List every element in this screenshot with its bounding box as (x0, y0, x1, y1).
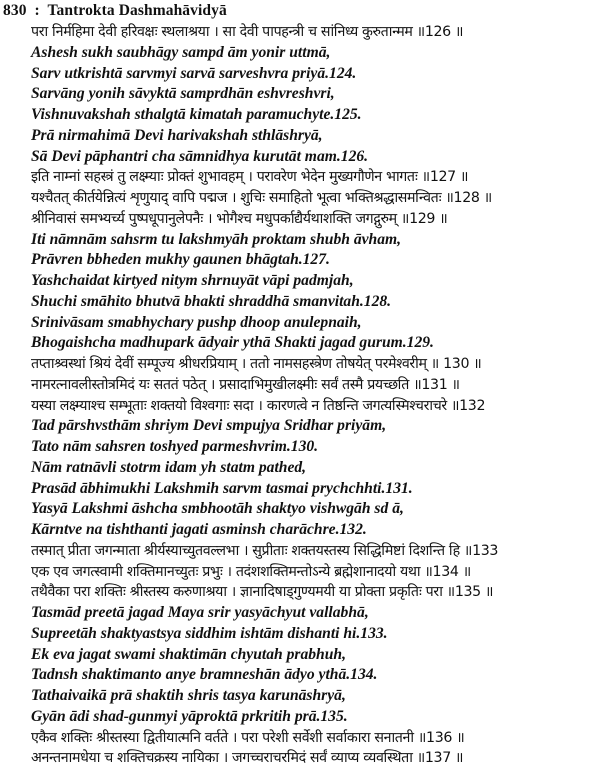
sanskrit-verse-line: नामरत्नावलीस्तोत्रमिदं यः सततं पठेत् । प्रसादाभिमुखीलक्ष्मीः सर्वं तस्मै प्रयच्छति ॥131 ॥ (31, 376, 460, 393)
transliteration-line: Tato nām sahsren toshyed parmeshvrim.130. (31, 438, 319, 455)
transliteration-line: Sā Devi pāphantri cha sāmnidhya kurutāt mam.126. (31, 147, 369, 165)
transliteration-line: Shuchi smāhito bhutvā bhakti shraddhā smanvitah.128. (31, 292, 392, 310)
sanskrit-verse-line: तप्ताश्र्वस्थां श्रियं देवीं सम्पूज्य श्रीधरप्रियाम् । ततो नामसहस्त्रेण तोषयेत् परमेश्वरीम् ॥ 130 ॥ (31, 356, 482, 372)
transliteration-line: Yasyā Lakshmi āshcha smbhootāh shaktyo vishwgāh sd ā, (31, 500, 404, 518)
sanskrit-verse-line: एक एव जगत्स्वामी शक्तिमानच्युतः प्रभुः । तदंशशक्तिमन्तोऽन्ये ब्रह्मेशानादयो यथा ॥134 ॥ (31, 563, 471, 580)
sanskrit-verse-line: इति नाम्नां सहस्त्रं तु लक्ष्म्याः प्रोक्तं शुभावहम् । परावरेण भेदेन मुख्यगौणेन भागतः ॥127 ॥ (31, 169, 469, 186)
transliteration-line: Prā nirmahimā Devi harivakshah sthlāshryā, (31, 126, 323, 144)
transliteration-line: Ek eva jagat swami shaktimān chyutah prabhuh, (31, 645, 346, 663)
sanskrit-verse-line: एकैव शक्तिः श्रीस्तस्या द्वितीयात्मनि वर्तते । परा परेशी सर्वेशी सर्वाकारा सनातनी ॥136 ॥ (31, 729, 465, 746)
transliteration-line: Kārntve na tishthanti jagati asminsh charāchre.132. (31, 521, 367, 538)
transliteration-line: Vishnuvakshah sthalgtā kimatah paramuchyte.125. (31, 106, 362, 123)
transliteration-line: Gyān ādi shad-gunmyi yāproktā prkritih prā.135. (31, 707, 348, 725)
transliteration-line: Supreetāh shaktyastsya siddhim ishtām dishanti hi.133. (31, 624, 388, 642)
transliteration-line: Yashchaidat kirtyed nitym shrnuyāt vāpi padmjah, (31, 272, 354, 289)
transliteration-line: Tad pārshvsthām shriym Devi smpujya Sridhar priyām, (31, 417, 387, 435)
transliteration-line: Prāvren bbheden mukhy gaunen bhāgtah.127. (31, 251, 330, 269)
transliteration-line: Tathaivaikā prā shaktih shris tasya karunāshryā, (31, 687, 346, 704)
transliteration-line: Iti nāmnām sahsrm tu lakshmyāh proktam shubh āvham, (31, 230, 402, 248)
sanskrit-verse-line: यस्या लक्ष्म्याश्च सम्भूताः शक्तयो विश्वगाः सदा । कारणत्वे न तिष्ठन्ति जगत्यस्मिश्चराचरे ॥132 (31, 397, 486, 414)
transliteration-line: Prasād ābhimukhi Lakshmih sarvm tasmai prychchhti.131. (31, 479, 413, 497)
transliteration-line: Nām ratnāvli stotrm idam yh statm pathed, (31, 458, 307, 476)
book-title: Tantrokta Dashmahāvidyā (47, 2, 227, 19)
transliteration-line: Ashesh sukh saubhāgy sampd ām yonir uttmā, (31, 43, 331, 61)
sanskrit-verse-line: श्रीनिवासं समभ्यर्च्य पुष्पधूपानुलेपनैः । भोगैश्च मधुपर्काद्यैर्यथाशक्ति जगद्गुरुम् ॥129 ॥ (31, 210, 448, 227)
sanskrit-verse-line: यश्चैतत् कीर्तयेन्नित्यं शृणुयाद् वापि पद्मज । शुचिः समाहितो भूत्वा भक्तिश्रद्धासमन्वितः ॥128 ॥ (31, 190, 492, 206)
transliteration-line: Bhogaishcha madhupark ādyair ythā Shakti jagad gurum.129. (31, 334, 434, 352)
sanskrit-verse-line: अनन्तनामधेया च शक्तिचक्रस्य नायिका । जगच्चराचरमिदं सर्वं व्याप्य व्यवस्थिता ॥137 ॥ (31, 750, 464, 767)
header-separator: : (34, 2, 40, 19)
transliteration-line: Sarvāng yonih sāvyktā samprdhān eshvreshvri, (31, 85, 335, 103)
sanskrit-verse-line: परा निर्महिमा देवी हरिवक्षः स्थलाश्रया । सा देवी पापहन्त्री च सांनिध्य कुरुतान्मम ॥126 ॥ (31, 24, 464, 40)
page-number: 830 (3, 2, 27, 19)
sanskrit-verse-line: तस्मात् प्रीता जगन्माता श्रीर्यस्याच्युतवल्लभा । सुप्रीताः शक्तयस्तस्य सिद्धिमिष्टां दिशन्ति हि ॥133 (31, 542, 499, 559)
transliteration-line: Srinivāsam smabhychary pushp dhoop anulepnaih, (31, 313, 362, 331)
page-header (3, 1, 227, 21)
transliteration-line: Tasmād preetā jagad Maya srir yasyāchyut vallabhā, (31, 604, 369, 621)
sanskrit-verse-line: तथैवैका परा शक्तिः श्रीस्तस्य करुणाश्रया । ज्ञानादिषाड्गुण्यमयी या प्रोक्ता प्रकृतिः परा ॥135 ॥ (31, 584, 494, 601)
transliteration-line: Tadnsh shaktimanto anye bramneshān ādyo ythā.134. (31, 666, 378, 684)
transliteration-line: Sarv utkrishtā sarvmyi sarvā sarveshvra priyā.124. (31, 64, 357, 82)
verse-text-body (31, 22, 600, 769)
